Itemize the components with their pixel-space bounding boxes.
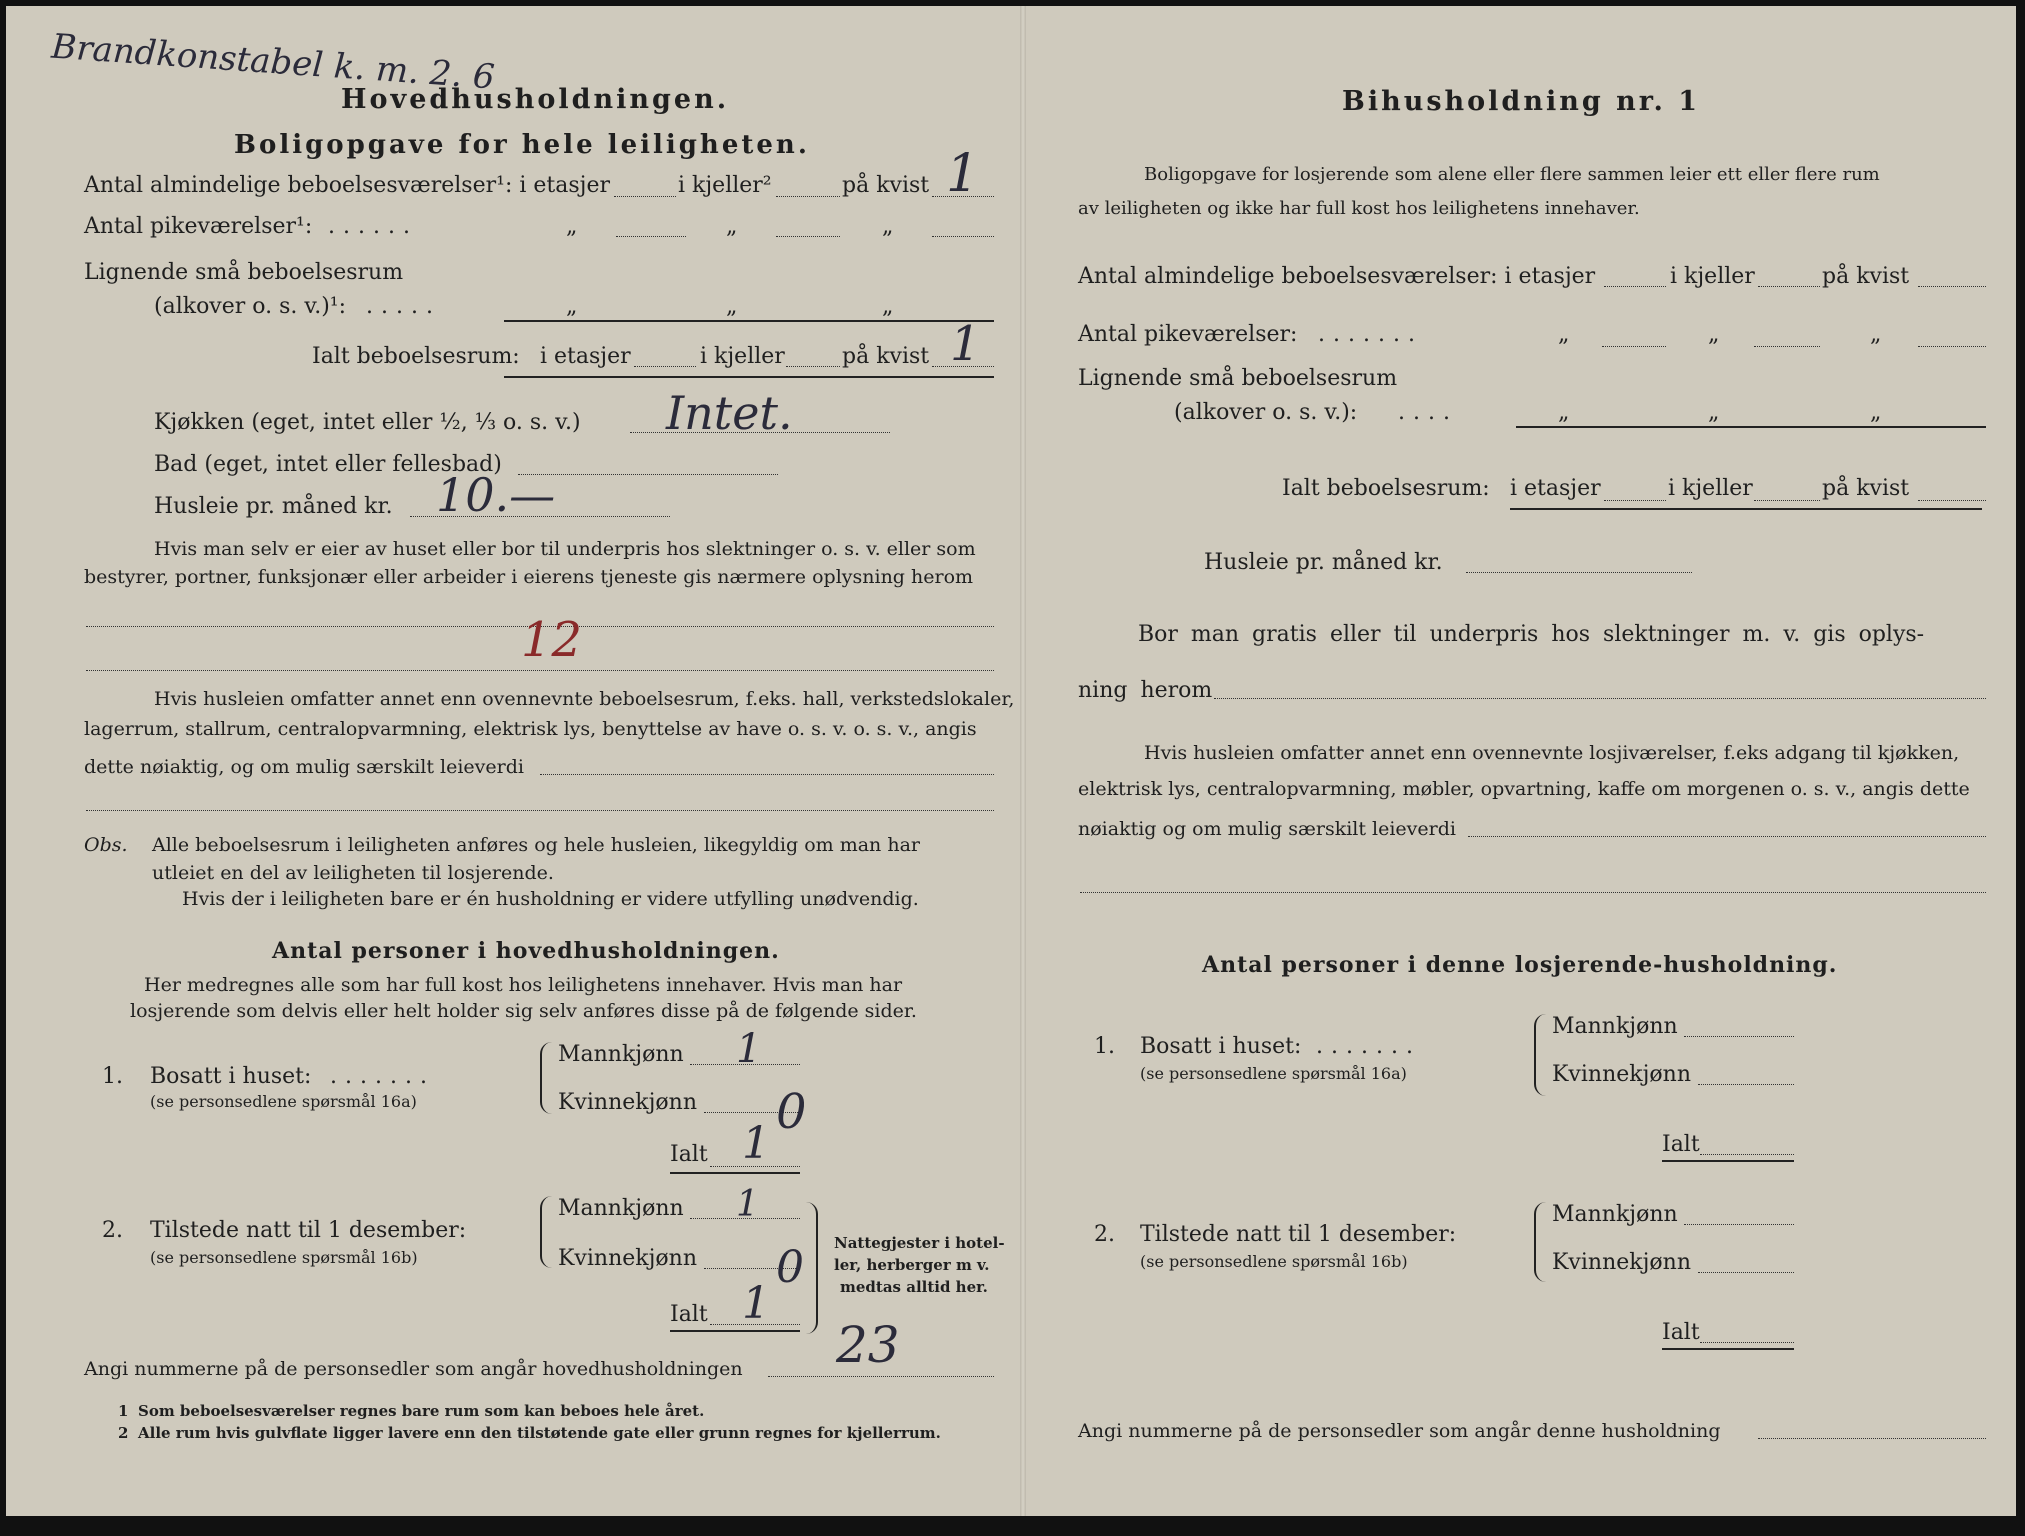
- left-q2-ialt-value: 1: [742, 1278, 770, 1329]
- left-q1-sub: (se personsedlene spørsmål 16a): [150, 1092, 417, 1111]
- ditto-mark: „: [1558, 400, 1570, 425]
- obs-text-3: Hvis der i leiligheten bare er én husholdning er videre utfylling unødvendig.: [182, 888, 919, 910]
- nattegjester-note-1: Nattegjester i hotel-: [834, 1234, 1005, 1252]
- left-ialt-label: Ialt beboelsesrum:: [312, 344, 520, 369]
- left-q2-ialt-label: Ialt: [670, 1302, 708, 1327]
- right-q2-brace: [1534, 1202, 1546, 1282]
- left-ialt-etasjer-field[interactable]: [634, 366, 696, 367]
- left-row1-kvist-value: 1: [946, 144, 980, 204]
- left-ialt-kjeller-field[interactable]: [786, 366, 840, 367]
- ditto-mark: „: [1708, 322, 1720, 347]
- right-ialt-label: Ialt beboelsesrum:: [1282, 476, 1490, 501]
- right-ialt-kvist-field[interactable]: [1918, 500, 1986, 501]
- right-row1-etasjer-field[interactable]: [1604, 286, 1666, 287]
- left-q1-mann-value: 1: [736, 1026, 762, 1072]
- right-intro-2: av leiligheten og ikke har full kost hos leilighetens innehaver.: [1078, 198, 1640, 219]
- right-row1-label: Antal almindelige beboelsesværelser: i etasjer: [1078, 264, 1596, 289]
- right-row1-kjeller-label: i kjeller: [1670, 264, 1755, 289]
- right-q1-mann-label: Mannkjønn: [1552, 1014, 1678, 1039]
- right-q2-ialt-label: Ialt: [1662, 1320, 1700, 1345]
- left-row2-kvist-field[interactable]: [932, 236, 994, 237]
- left-q1-kvinne-label: Kvinnekjønn: [558, 1090, 697, 1115]
- right-husleie-field[interactable]: [1466, 572, 1692, 573]
- left-q1-ialt-label: Ialt: [670, 1142, 708, 1167]
- ditto-mark: „: [566, 294, 578, 319]
- left-q2-kvinne-label: Kvinnekjønn: [558, 1246, 697, 1271]
- left-q1-kvinne-value: 0: [776, 1084, 807, 1140]
- right-omfatter-field-1[interactable]: [1468, 836, 1986, 837]
- footnote-2-number: 2: [118, 1424, 129, 1442]
- left-row2-dots: ......: [328, 214, 418, 239]
- left-row3-sum-line: [504, 320, 994, 322]
- right-omfatter-text-1: Hvis husleien omfatter annet enn ovennevnte losjiværelser, f.eks adgang til kjøkken,: [1144, 742, 1960, 764]
- eier-text-2: bestyrer, portner, funksjonær eller arbeider i eierens tjeneste gis nærmere oplysning herom: [84, 566, 974, 588]
- right-omfatter-text-3: nøiaktig og om mulig særskilt leieverdi: [1078, 818, 1456, 840]
- right-ialt-etasjer-label: i etasjer: [1510, 476, 1601, 501]
- left-q2-label: Tilstede natt til 1 desember:: [150, 1218, 467, 1243]
- right-row2-kvist-field[interactable]: [1918, 346, 1986, 347]
- obs-label: Obs.: [84, 834, 128, 856]
- right-row3-sum-line: [1516, 426, 1986, 428]
- left-q1-mann-label: Mannkjønn: [558, 1042, 684, 1067]
- left-row1-kjeller-field[interactable]: [776, 196, 840, 197]
- ditto-mark: „: [1708, 400, 1720, 425]
- right-omfatter-field-2[interactable]: [1080, 892, 1986, 893]
- right-row2-etasjer-field[interactable]: [1602, 346, 1666, 347]
- left-row3b-label: (alkover o. s. v.)¹:: [154, 294, 347, 319]
- right-q2-mann-label: Mannkjønn: [1552, 1202, 1678, 1227]
- bad-label: Bad (eget, intet eller fellesbad): [154, 452, 502, 477]
- bad-field[interactable]: [518, 474, 778, 475]
- footnote-2: Alle rum hvis gulvflate ligger lavere enn den tilstøtende gate eller grunn regnes for kjellerrum.: [138, 1424, 941, 1442]
- left-q2-number: 2.: [102, 1218, 123, 1243]
- ditto-mark: „: [1870, 400, 1882, 425]
- left-row1-kjeller-label: i kjeller²: [678, 173, 772, 198]
- ditto-mark: „: [882, 294, 894, 319]
- right-row1-kjeller-field[interactable]: [1758, 286, 1820, 287]
- footnote-1: Som beboelsesværelser regnes bare rum som kan beboes hele året.: [138, 1402, 705, 1420]
- obs-text-2: utleiet en del av leiligheten til losjerende.: [152, 862, 554, 884]
- footnote-1-number: 1: [118, 1402, 129, 1420]
- right-gratis-field[interactable]: [1214, 698, 1986, 699]
- left-angi-text: Angi nummerne på de personsedler som angår hovedhusholdningen: [84, 1358, 743, 1380]
- right-row3b-label: (alkover o. s. v.):: [1174, 400, 1358, 425]
- left-q1-label: Bosatt i huset:: [150, 1064, 312, 1089]
- right-q1-ialt-label: Ialt: [1662, 1132, 1700, 1157]
- handwritten-header: Brandkonstabel k. m. 2. 6: [50, 26, 496, 98]
- kjokken-label: Kjøkken (eget, intet eller ½, ⅓ o. s. v.): [154, 410, 581, 435]
- right-gratis-text-2: ning herom: [1078, 678, 1213, 703]
- left-q2-kvinne-value: 0: [776, 1242, 804, 1293]
- left-title: Hovedhusholdningen.: [341, 84, 730, 115]
- kjokken-value: Intet.: [666, 386, 793, 440]
- left-q1-ialt-underline: [670, 1172, 800, 1174]
- left-ialt-underline: [504, 376, 994, 378]
- right-q1-label: Bosatt i huset:: [1140, 1034, 1302, 1059]
- left-persons-text-1: Her medregnes alle som har full kost hos leilighetens innehaver. Hvis man har: [144, 974, 903, 996]
- omfatter-text-2: lagerrum, stallrum, centralopvarmning, elektrisk lys, benyttelse av have o. s. v. o. s. v., angis: [84, 718, 977, 740]
- right-q2-kvinne-field[interactable]: [1698, 1272, 1794, 1273]
- page-fold: [1020, 6, 1026, 1516]
- ditto-mark: „: [1870, 322, 1882, 347]
- left-q1-dots: .......: [330, 1064, 435, 1089]
- left-ialt-etasjer-label: i etasjer: [540, 344, 631, 369]
- left-ialt-kjeller-label: i kjeller: [700, 344, 785, 369]
- eier-handwritten-value: 12: [521, 612, 583, 668]
- right-ialt-kjeller-label: i kjeller: [1668, 476, 1753, 501]
- right-row2-dots: .......: [1318, 322, 1423, 347]
- right-q2-label: Tilstede natt til 1 desember:: [1140, 1222, 1457, 1247]
- eier-text-1: Hvis man selv er eier av huset eller bor til underpris hos slektninger o. s. v. eller som: [154, 538, 976, 560]
- eier-field-2[interactable]: [86, 670, 994, 671]
- right-q1-number: 1.: [1094, 1034, 1115, 1059]
- ditto-mark: „: [726, 214, 738, 239]
- right-row1-kvist-field[interactable]: [1918, 286, 1986, 287]
- right-q2-mann-field[interactable]: [1684, 1224, 1794, 1225]
- census-form-sheet: [6, 6, 2016, 1516]
- right-q2-ialt-field[interactable]: [1700, 1342, 1794, 1343]
- left-q2-brace: [540, 1196, 552, 1268]
- left-row1-kvist-label: på kvist: [842, 173, 930, 198]
- right-q1-kvinne-label: Kvinnekjønn: [1552, 1062, 1691, 1087]
- left-row1-etasjer-field[interactable]: [614, 196, 676, 197]
- omfatter-field-2[interactable]: [86, 810, 994, 811]
- right-angi-text: Angi nummerne på de personsedler som angår denne husholdning: [1078, 1420, 1721, 1442]
- left-angi-value: 23: [836, 1316, 900, 1374]
- right-q1-ialt-field[interactable]: [1700, 1154, 1794, 1155]
- left-q1-number: 1.: [102, 1064, 123, 1089]
- right-q2-sub: (se personsedlene spørsmål 16b): [1140, 1252, 1408, 1271]
- right-row3-dots: ....: [1398, 400, 1458, 425]
- right-gratis-text-1: Bor man gratis eller til underpris hos slektninger m. v. gis oplys-: [1138, 622, 1925, 647]
- right-q1-ialt-underline: [1662, 1160, 1794, 1162]
- omfatter-text-1: Hvis husleien omfatter annet enn ovennevnte beboelsesrum, f.eks. hall, verkstedslokaler,: [154, 688, 1015, 710]
- ditto-mark: „: [566, 214, 578, 239]
- nattegjester-note-3: medtas alltid her.: [840, 1278, 988, 1296]
- right-title: Bihusholdning nr. 1: [1342, 86, 1701, 117]
- right-row2-kjeller-field[interactable]: [1754, 346, 1820, 347]
- left-row2-etasjer-field[interactable]: [616, 236, 686, 237]
- left-row3-dots: .....: [366, 294, 441, 319]
- right-q1-kvinne-field[interactable]: [1698, 1084, 1794, 1085]
- left-persons-text-2: losjerende som delvis eller helt holder sig selv anføres disse på de følgende sider.: [130, 1000, 917, 1022]
- left-q2-sub: (se personsedlene spørsmål 16b): [150, 1248, 418, 1267]
- left-persons-title: Antal personer i hovedhusholdningen.: [272, 938, 780, 964]
- right-ialt-etasjer-field[interactable]: [1604, 500, 1666, 501]
- right-ialt-kvist-label: på kvist: [1822, 476, 1910, 501]
- right-row2-label: Antal pikeværelser:: [1078, 322, 1298, 347]
- right-persons-title: Antal personer i denne losjerende-husholdning.: [1202, 952, 1838, 978]
- right-ialt-underline: [1510, 508, 1982, 510]
- right-husleie-label: Husleie pr. måned kr.: [1204, 550, 1443, 575]
- right-q2-number: 2.: [1094, 1222, 1115, 1247]
- right-q2-ialt-underline: [1662, 1348, 1794, 1350]
- ditto-mark: „: [1558, 322, 1570, 347]
- nattegjester-note-2: ler, herberger m v.: [834, 1256, 990, 1274]
- left-q2-mann-label: Mannkjønn: [558, 1196, 684, 1221]
- left-ialt-kvist-value: 1: [950, 316, 981, 372]
- left-q2-mann-value: 1: [736, 1184, 759, 1225]
- right-q1-brace: [1534, 1014, 1546, 1096]
- left-q2-ialt-underline: [670, 1330, 800, 1332]
- husleie-value: 10.—: [436, 468, 556, 522]
- left-row2-label: Antal pikeværelser¹:: [84, 214, 313, 239]
- right-q2-kvinne-label: Kvinnekjønn: [1552, 1250, 1691, 1275]
- right-ialt-kjeller-field[interactable]: [1754, 500, 1820, 501]
- ditto-mark: „: [882, 214, 894, 239]
- left-ialt-kvist-label: på kvist: [842, 344, 930, 369]
- left-row3-label: Lignende små beboelsesrum: [84, 260, 404, 285]
- right-row1-kvist-label: på kvist: [1822, 264, 1910, 289]
- right-row3-label: Lignende små beboelsesrum: [1078, 366, 1398, 391]
- omfatter-field-1[interactable]: [540, 774, 994, 775]
- left-subtitle: Boligopgave for hele leiligheten.: [234, 130, 810, 160]
- omfatter-text-3: dette nøiaktig, og om mulig særskilt leieverdi: [84, 756, 524, 778]
- left-q1-ialt-value: 1: [742, 1118, 770, 1169]
- left-angi-field[interactable]: [768, 1376, 994, 1377]
- left-q2-right-brace: [806, 1202, 818, 1334]
- husleie-label: Husleie pr. måned kr.: [154, 494, 393, 519]
- right-q1-sub: (se personsedlene spørsmål 16a): [1140, 1064, 1407, 1083]
- left-row1-label: Antal almindelige beboelsesværelser¹: i etasjer: [84, 173, 611, 198]
- right-q1-dots: .......: [1316, 1034, 1421, 1059]
- obs-text-1: Alle beboelsesrum i leiligheten anføres og hele husleien, likegyldig om man har: [152, 834, 920, 856]
- right-omfatter-text-2: elektrisk lys, centralopvarmning, møbler, opvartning, kaffe om morgenen o. s. v., angis dette: [1078, 778, 1970, 800]
- right-q1-mann-field[interactable]: [1684, 1036, 1794, 1037]
- ditto-mark: „: [726, 294, 738, 319]
- left-q1-brace: [540, 1042, 552, 1114]
- right-angi-field[interactable]: [1758, 1438, 1986, 1439]
- right-intro-1: Boligopgave for losjerende som alene eller flere sammen leier ett eller flere rum: [1144, 164, 1880, 185]
- left-row2-kjeller-field[interactable]: [776, 236, 840, 237]
